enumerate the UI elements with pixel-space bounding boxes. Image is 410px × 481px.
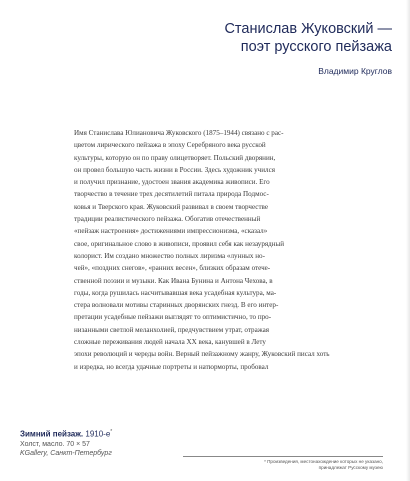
body-line: «пейзаж настроения» достижениями импрессионизма, «сказал» xyxy=(74,227,268,236)
footnote xyxy=(183,456,383,471)
caption-year: 1910-е xyxy=(83,429,111,439)
caption-year-mark: * xyxy=(110,429,113,435)
body-line: эпохи революций и череды войн. Верный пейзажному жанру, Жуковский писал хоть xyxy=(74,350,330,359)
body-line: творчество в течение трех десятилетий питала природа Подмос- xyxy=(74,190,269,199)
body-line: ковья и Тверского края. Жуковский развивал в своем творчестве xyxy=(74,202,269,211)
article-title xyxy=(224,20,392,56)
body-line: претации усадебные пейзажи выглядят то оптимистично, то про- xyxy=(74,313,272,322)
footnote-rule xyxy=(183,456,383,457)
body-line: Имя Станислава Юлиановича Жуковского (1875–1944) связано с рас- xyxy=(74,129,284,137)
body-line: традиции реалистического пейзажа. Обогатив отечественный xyxy=(74,215,261,224)
caption-title: Зимний пейзаж. xyxy=(20,429,84,439)
caption-collection: KGallery, Санкт-Петербург xyxy=(20,450,112,458)
article-author: Владимир Круглов xyxy=(318,66,392,76)
body-line: чей», «поздних снегов», «ранних весен», близких образам отече- xyxy=(74,264,271,273)
body-line: годы, когда рушилась насчитывавшая века усадебная культура, ма- xyxy=(74,288,277,297)
body-line: сложные переживания людей начала ХХ века, канувшей в Лету xyxy=(74,338,266,347)
body-line: низанными светлой меланхолией, предчувствием утрат, отражая xyxy=(74,325,270,334)
body-line: стера волновали мотивы старинных дворянских гнезд. В его интер- xyxy=(74,301,279,310)
page-edge-shadow xyxy=(406,0,410,481)
body-line: колорист. Им создано множество полных лиризма «лунных но- xyxy=(74,251,265,260)
illustration-caption xyxy=(20,428,112,459)
body-line: он провел большую часть жизни в России. Здесь художник учился xyxy=(74,165,275,174)
body-line: культуры, которую он по праву олицетворяет. Польский дворянин, xyxy=(74,153,276,162)
body-line: свое, оригинальное слово в живописи, проявил себя как незаурядный xyxy=(74,239,285,248)
article-body xyxy=(74,127,392,373)
caption-medium: Холст, масло. 70 × 57 xyxy=(20,440,90,448)
body-line: и изредка, но всегда удачные портреты и натюрморты, пробовал xyxy=(74,362,269,371)
body-line: ственной поэзии и музыки. Как Ивана Бунина и Антона Чехова, в xyxy=(74,276,273,285)
body-line: и получил признание, удостоен звания академика живописи. Его xyxy=(74,178,270,187)
article-title-line-2: поэт русского пейзажа xyxy=(240,39,392,55)
body-line: цветом лирического пейзажа в эпоху Серебряного века русской xyxy=(74,141,266,150)
footnote-line-2: принадлежат Русскому музею xyxy=(318,465,383,471)
article-title-line-1: Станислав Жуковский — xyxy=(224,21,392,37)
footnote-line-1: * Произведения, местонахождение которых не указано, xyxy=(264,459,383,464)
